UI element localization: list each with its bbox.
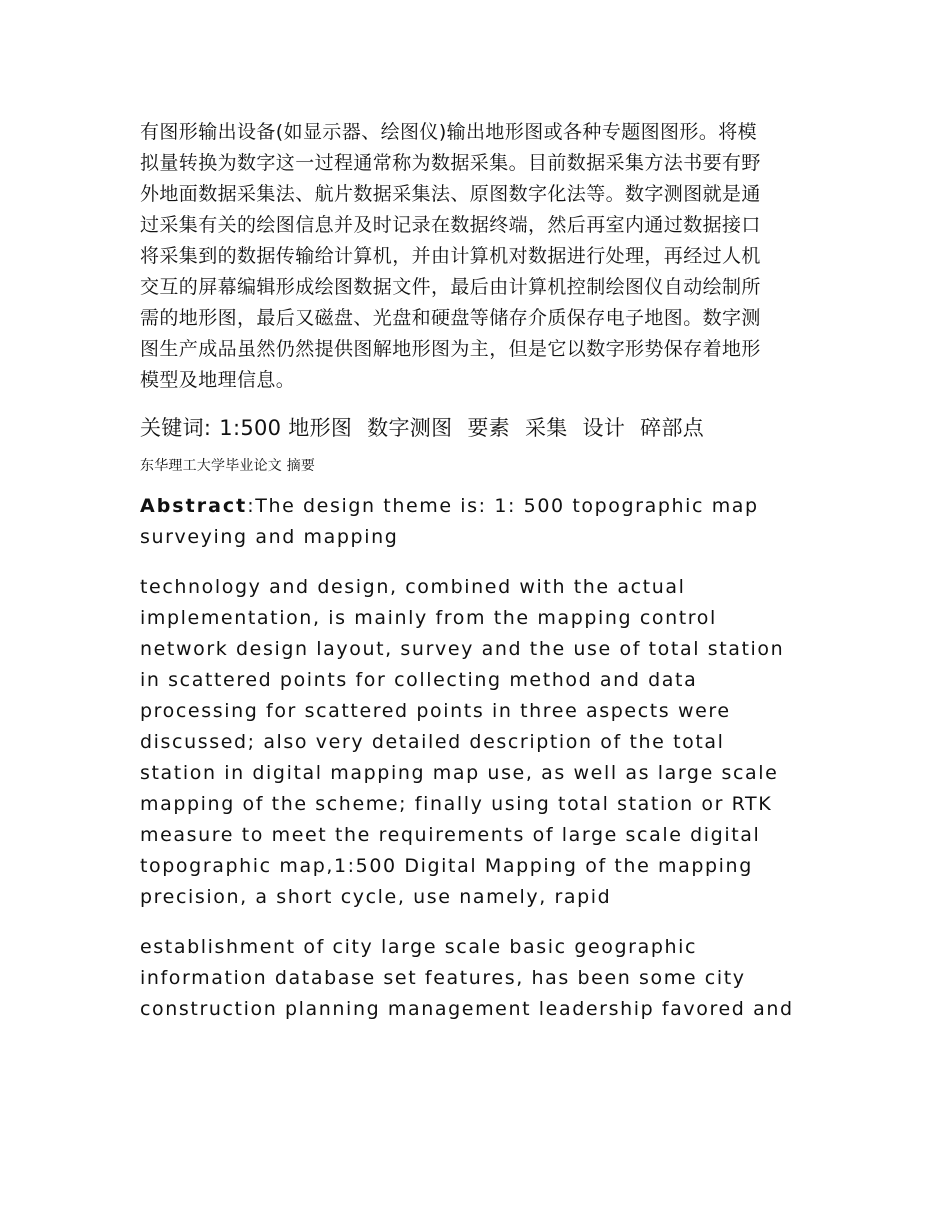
- en-line: mapping of the scheme; finally using total station or RTK: [140, 793, 773, 815]
- english-abstract-paragraph-3: [140, 932, 812, 1025]
- keyword-item: 数字测图: [367, 416, 453, 440]
- en-line: network design layout, survey and the use of total station: [140, 638, 785, 660]
- en-line: topographic map,1:500 Digital Mapping of the mapping: [140, 855, 753, 877]
- en-line: measure to meet the requirements of large scale digital: [140, 824, 761, 846]
- zh-line: 将采集到的数据传输给计算机，并由计算机对数据进行处理，再经过人机: [140, 245, 761, 267]
- abstract-label: Abstract: [140, 495, 248, 517]
- keyword-item: 碎部点: [640, 416, 705, 440]
- en-line: implementation, is mainly from the mapping control: [140, 607, 717, 629]
- zh-line: 过采集有关的绘图信息并及时记录在数据终端，然后再室内通过数据接口: [140, 214, 761, 236]
- en-line: processing for scattered points in three aspects were: [140, 700, 731, 722]
- zh-line: 拟量转换为数字这一过程通常称为数据采集。目前数据采集方法书要有野: [140, 152, 761, 174]
- keyword-item: 1:500 地形图: [219, 416, 353, 440]
- zh-line: 交互的屏幕编辑形成绘图数据文件，最后由计算机控制绘图仪自动绘制所: [140, 276, 761, 298]
- chinese-abstract-paragraph: [140, 117, 812, 396]
- document-page: [140, 117, 812, 1025]
- en-line: station in digital mapping map use, as well as large scale: [140, 762, 779, 784]
- keywords-line: [140, 413, 812, 443]
- en-line: establishment of city large scale basic geographic: [140, 936, 698, 958]
- en-line: technology and design, combined with the actual: [140, 576, 686, 598]
- zh-line: 图生产成品虽然仍然提供图解地形图为主，但是它以数字形势保存着地形: [140, 338, 761, 360]
- en-line: information database set features, has been some city: [140, 967, 746, 989]
- keyword-item: 设计: [582, 416, 626, 440]
- zh-line: 模型及地理信息。: [140, 369, 296, 391]
- keywords-label: 关键词:: [140, 416, 212, 440]
- running-header-note: 东华理工大学毕业论文 摘要: [140, 458, 316, 474]
- abstract-first-line-text: :The design theme is: 1: 500 topographic map: [247, 495, 759, 517]
- keyword-item: 要素: [467, 416, 510, 440]
- keyword-item: 采集: [524, 416, 568, 440]
- english-abstract-paragraph-2: [140, 572, 812, 913]
- abstract-first-line: [140, 491, 812, 522]
- en-line: surveying and mapping: [140, 526, 399, 548]
- zh-line: 有图形输出设备(如显示器、绘图仪)输出地形图或各种专题图图形。将模: [140, 121, 758, 143]
- zh-line: 外地面数据采集法、航片数据采集法、原图数字化法等。数字测图就是通: [140, 183, 761, 205]
- en-line: discussed; also very detailed description of the total: [140, 731, 725, 753]
- english-abstract-paragraph-1: [140, 491, 812, 553]
- en-line: construction planning management leadership favored and: [140, 998, 794, 1020]
- en-line: in scattered points for collecting method and data: [140, 669, 698, 691]
- en-line: precision, a short cycle, use namely, rapid: [140, 886, 612, 908]
- zh-line: 需的地形图，最后又磁盘、光盘和硬盘等储存介质保存电子地图。数字测: [140, 307, 761, 329]
